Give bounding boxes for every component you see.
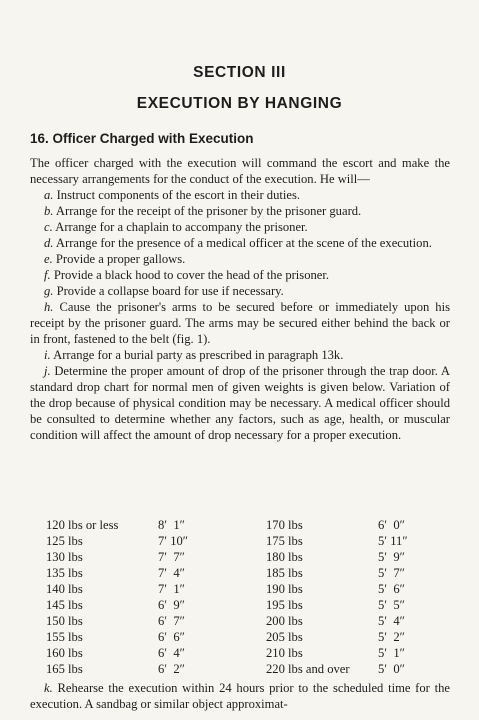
list-item	[30, 219, 450, 235]
drop-chart	[46, 517, 428, 677]
weight-cell: 165 lbs	[46, 662, 83, 676]
drop-cell: 5′ 5″	[378, 598, 405, 612]
weight-cell: 170 lbs	[266, 518, 303, 532]
table-row	[46, 613, 428, 629]
weight-cell: 180 lbs	[266, 550, 303, 564]
drop-cell: 7′ 7″	[158, 550, 185, 564]
section-label: SECTION III	[193, 64, 286, 81]
drop-cell: 5′ 2″	[378, 630, 405, 644]
table-row	[46, 565, 428, 581]
list-item	[30, 363, 450, 443]
item-text: Instruct components of the escort in their duties.	[56, 188, 301, 202]
item-text: Arrange for the presence of a medical officer at the scene of the execution.	[55, 236, 432, 250]
drop-cell: 5′ 11″	[378, 534, 408, 548]
list-item	[30, 203, 450, 219]
body-text	[30, 155, 450, 443]
weight-cell: 155 lbs	[46, 630, 83, 644]
item-letter: i.	[44, 348, 51, 362]
item-letter: d.	[44, 236, 54, 250]
item-text: Cause the prisoner's arms to be secured before or immediately upon his receipt by the prisoner guard. The arms may be secured either behind the back or in front, fastened to the belt (fig. 1).	[30, 300, 451, 346]
drop-cell: 5′ 7″	[378, 566, 405, 580]
drop-cell: 7′ 4″	[158, 566, 185, 580]
weight-cell: 190 lbs	[266, 582, 303, 596]
weight-cell: 160 lbs	[46, 646, 83, 660]
item-text: Provide a black hood to cover the head of the prisoner.	[53, 268, 330, 282]
weight-cell: 205 lbs	[266, 630, 303, 644]
drop-cell: 5′ 1″	[378, 646, 405, 660]
intro-paragraph: The officer charged with the execution will command the escort and make the necessary arrangements for the conduct of the execution. He will—	[30, 156, 450, 186]
table-row	[46, 645, 428, 661]
weight-cell: 135 lbs	[46, 566, 83, 580]
item-text: Rehearse the execution within 24 hours prior to the scheduled time for the execution. A sandbag or similar object approximat-	[30, 681, 450, 711]
weight-cell: 210 lbs	[266, 646, 303, 660]
instruction-list	[30, 187, 450, 443]
item-text: Provide a proper gallows.	[55, 252, 186, 266]
item-text: Determine the proper amount of drop of the prisoner through the trap door. A standard drop chart for normal men of given weights is given below. Variation of the drop because of physical condition may be necessary. A medical officer should be consulted to determine whether any factors, such as age, health, or muscular condition will affect the amount of drop necessary for a proper execution.	[30, 364, 450, 442]
table-row	[46, 517, 428, 533]
drop-cell: 6′ 0″	[378, 518, 405, 532]
list-item	[30, 347, 450, 363]
weight-cell: 200 lbs	[266, 614, 303, 628]
drop-cell: 6′ 4″	[158, 646, 185, 660]
item-letter: j.	[44, 364, 51, 378]
drop-cell: 5′ 0″	[378, 662, 405, 676]
drop-cell: 7′ 10″	[158, 534, 189, 548]
list-item	[30, 251, 450, 267]
drop-cell: 6′ 6″	[158, 630, 185, 644]
weight-cell: 220 lbs and over	[266, 662, 350, 676]
list-item	[30, 235, 450, 251]
table-row	[46, 597, 428, 613]
item-text: Arrange for the receipt of the prisoner by the prisoner guard.	[55, 204, 362, 218]
item-letter: h.	[44, 300, 54, 314]
weight-cell: 130 lbs	[46, 550, 83, 564]
drop-cell: 8′ 1″	[158, 518, 185, 532]
list-item	[30, 187, 450, 203]
weight-cell: 140 lbs	[46, 582, 83, 596]
item-letter: b.	[44, 204, 54, 218]
list-item	[30, 267, 450, 283]
item-letter: c.	[44, 220, 53, 234]
drop-cell: 6′ 2″	[158, 662, 185, 676]
item-text: Arrange for a burial party as prescribed in paragraph 13k.	[53, 348, 344, 362]
table-row	[46, 629, 428, 645]
subsection-title: 16. Officer Charged with Execution	[30, 131, 254, 146]
table-row	[46, 661, 428, 677]
weight-cell: 195 lbs	[266, 598, 303, 612]
item-letter: f.	[44, 268, 51, 282]
drop-cell: 6′ 7″	[158, 614, 185, 628]
item-letter: g.	[44, 284, 54, 298]
weight-cell: 175 lbs	[266, 534, 303, 548]
weight-cell: 120 lbs or less	[46, 518, 119, 532]
table-row	[46, 581, 428, 597]
item-letter: a.	[44, 188, 54, 202]
section-title: EXECUTION BY HANGING	[136, 95, 343, 112]
item-letter: k.	[44, 681, 53, 695]
table-row	[46, 533, 428, 549]
drop-cell: 7′ 1″	[158, 582, 185, 596]
weight-cell: 145 lbs	[46, 598, 83, 612]
weight-cell: 125 lbs	[46, 534, 83, 548]
item-k	[30, 680, 450, 712]
item-letter: e.	[44, 252, 53, 266]
drop-cell: 5′ 4″	[378, 614, 405, 628]
list-item	[30, 283, 450, 299]
weight-cell: 150 lbs	[46, 614, 83, 628]
table-row	[46, 549, 428, 565]
drop-cell: 5′ 6″	[378, 582, 405, 596]
list-item	[30, 299, 450, 347]
drop-cell: 5′ 9″	[378, 550, 405, 564]
weight-cell: 185 lbs	[266, 566, 303, 580]
drop-cell: 6′ 9″	[158, 598, 185, 612]
item-text: Provide a collapse board for use if necessary.	[56, 284, 284, 298]
item-text: Arrange for a chaplain to accompany the prisoner.	[55, 220, 308, 234]
